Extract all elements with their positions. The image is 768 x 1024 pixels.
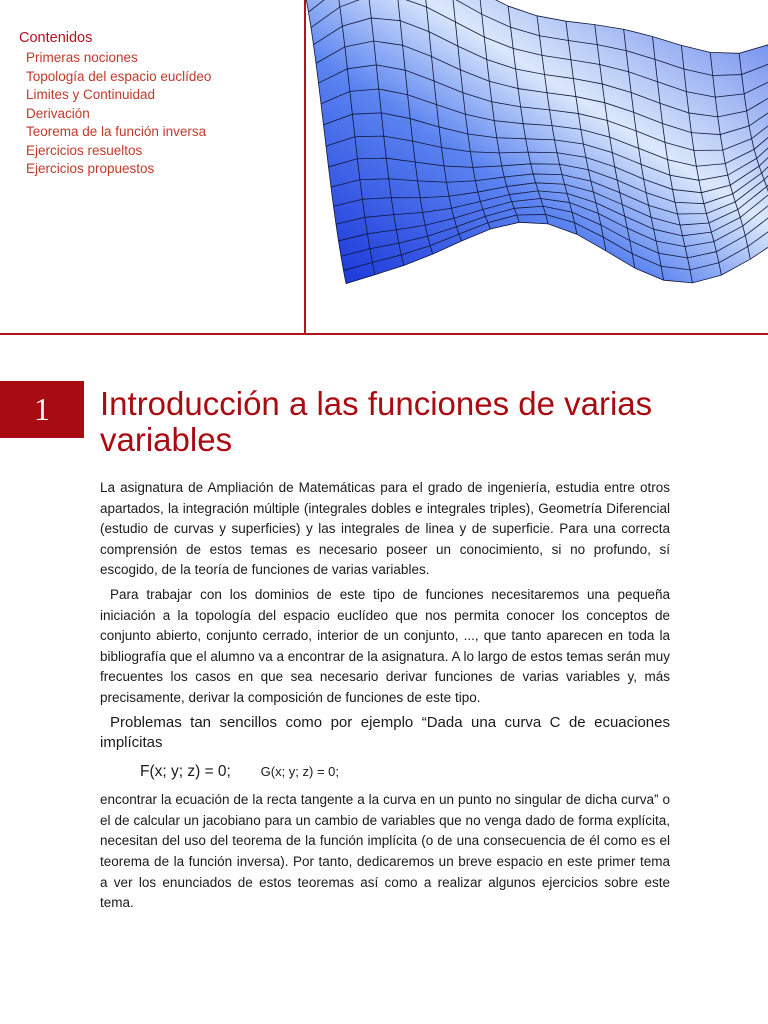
toc-item[interactable]: Topología del espacio euclídeo	[26, 68, 212, 84]
surface-mesh	[306, 0, 768, 284]
paragraph-3: Problemas tan sencillos como por ejemplo “Dada una curva C de ecuaciones implícitas	[100, 713, 670, 752]
paragraph-4: encontrar la ecuación de la recta tangente a la curva en un punto no singular de dicha curva” o el de calcular un jacobiano para un cambio de variables que no venga dado de forma explícita, necesitan del uso del teorema de la función implícita (o de una consecuencia de él como es el teorema de la función inversa). Por tanto, dedicaremos un breve espacio en este primer tema a ver los enunciados de estos teoremas así como a realizar algunos ejercicios sobre este tema.	[100, 792, 670, 911]
surface-fill	[306, 0, 768, 284]
equation-f: F(x; y; z) = 0;	[140, 762, 231, 780]
toc-item[interactable]: Teorema de la función inversa	[26, 124, 207, 139]
toc-item[interactable]: Ejercicios resueltos	[26, 142, 143, 158]
paragraph-1: La asignatura de Ampliación de Matemáticas para el grado de ingeniería, estudia entre otros apartados, la integración múltiple (integrales dobles e integrales triples), Geometría Diferencial (estudio de curvas y superficies) y las integrales de linea y de superficie. Para una correcta comprensión de estos temas es necesario poseer un conocimiento, si no profundo, sí escogido, de la teoría de funciones de varias variables.	[100, 480, 670, 578]
table-of-contents	[19, 30, 211, 179]
toc-item[interactable]: Derivación	[26, 105, 90, 121]
body-text	[100, 478, 670, 918]
toc-list	[19, 49, 211, 179]
toc-heading: Contenidos	[19, 30, 93, 46]
toc-item[interactable]: Primeras nociones	[26, 50, 138, 65]
paragraph-2: Para trabajar con los dominios de este tipo de funciones necesitaremos una pequeña iniciación a la topología del espacio euclídeo que nos permita conocer los conceptos de conjunto abierto, conjunto cerrado, interior de un conjunto, ..., que tanto aparecen en toda la bibliografía que el alumno va a encontrar de la asignatura. A lo largo de estos temas serán muy frecuentes los casos en que sea necesario derivar funciones de varias variables y, más precisamente, derivar la composición de funciones de este tipo.	[100, 586, 670, 705]
horizontal-divider	[0, 333, 768, 335]
chapter-title: Introducción a las funciones de varias variables	[100, 385, 653, 458]
equations	[140, 762, 670, 783]
toc-item[interactable]: Limites y Continuidad	[26, 87, 156, 102]
toc-item[interactable]: Ejercicios propuestos	[26, 161, 155, 176]
chapter-number-badge	[0, 381, 84, 438]
surface-illustration	[306, 0, 768, 333]
equation-g: G(x; y; z) = 0;	[260, 763, 339, 779]
chapter-number: 1	[34, 391, 50, 427]
